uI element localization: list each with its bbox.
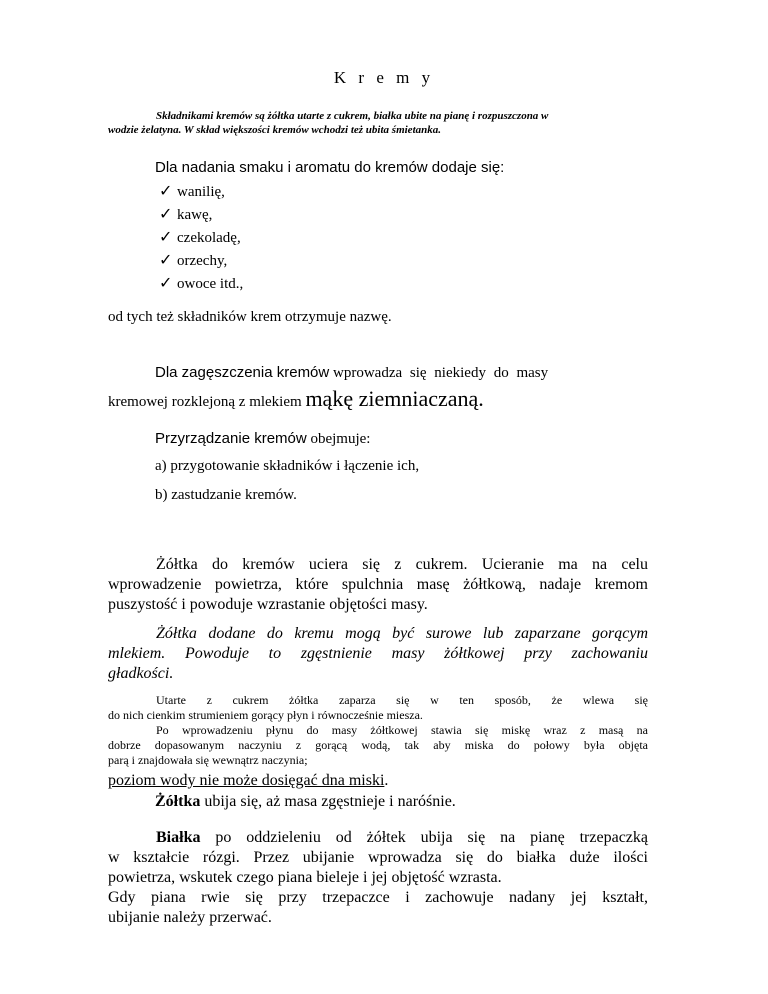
- preparation-step-b: b) zastudzanie kremów.: [155, 487, 297, 503]
- checkmark-icon: ✓: [159, 181, 173, 200]
- water-warning-end: .: [384, 772, 389, 789]
- checkmark-icon: ✓: [159, 273, 173, 292]
- list-item: [159, 249, 243, 272]
- whites-line-1: [108, 828, 648, 848]
- intro-line-1: Składnikami kremów są żółtka utarte z cukrem, białka ubite na pianę i rozpuszczona w: [156, 110, 549, 122]
- water-warning-text: poziom wody nie może dosięgać dna miski: [108, 772, 385, 789]
- thickening-lead: Dla zagęszczenia kremów: [155, 364, 330, 381]
- yolks-p1-line-2: wprowadzenie powietrza, które spulchnia masę żółtkową, nadaje kremom: [108, 576, 648, 593]
- page-title: K r e m y: [333, 68, 435, 87]
- thickening-line-2-text: kremowej rozklejoną z mlekiem: [108, 394, 302, 410]
- yolks-p2-line-2: mlekiem. Powoduje to zgęstnienie masy żółtkowej przy zachowaniu: [108, 645, 648, 662]
- whites-line-3: powietrza, wskutek czego piana bieleje i jej objętość wzrasta.: [108, 869, 502, 886]
- yolks-p2-line-1: Żółtka dodane do kremu mogą być surowe lub zaparzane gorącym: [156, 625, 648, 642]
- flavor-heading: Dla nadania smaku i aromatu do kremów dodaje się:: [155, 159, 505, 176]
- water-warning: [108, 772, 388, 790]
- preparation-heading: [155, 430, 370, 448]
- intro-line-2: wodzie żelatyna. W skład większości kremów wchodzi też ubita śmietanka.: [108, 124, 441, 136]
- list-item: [159, 226, 243, 249]
- whites-line-5: ubijanie należy przerwać.: [108, 909, 272, 926]
- yolks-s2-line-2: dobrze dopasowanym naczyniu z gorącą wodą, tak aby miska do połowy była objęta: [108, 738, 648, 752]
- yolks-beat-line: [155, 793, 456, 811]
- intro-paragraph: [108, 109, 648, 137]
- preparation-lead: Przyrządzanie kremów: [155, 430, 307, 447]
- yolks-p1-line-1: Żółtka do kremów uciera się z cukrem. Ucieranie ma na celu: [156, 556, 648, 573]
- yolks-beat-bold: Żółtka: [155, 793, 201, 810]
- thickening-line-2: [108, 386, 484, 412]
- preparation-lead-rest: obejmuje:: [310, 431, 371, 447]
- whites-line-2: w kształcie rózgi. Przez ubijanie wprowadza się do białka duże ilości: [108, 849, 648, 866]
- thickening-line-1: [155, 364, 548, 382]
- whites-bold: Białka: [156, 829, 201, 846]
- yolks-bath-paragraph: [108, 723, 648, 768]
- list-item-label: wanilię,: [177, 184, 225, 200]
- yolks-s2-line-3: parą i znajdowała się wewnątrz naczynia;: [108, 753, 308, 767]
- yolks-s1-line-1: Utarte z cukrem żółtka zaparza się w ten sposób, że wlewa się: [156, 693, 648, 707]
- yolks-p1-line-3: puszystość i powoduje wzrastanie objętości masy.: [108, 596, 428, 613]
- list-item-label: kawę,: [177, 207, 213, 223]
- yolks-paragraph-1: [108, 555, 648, 615]
- yolks-paragraph-2: [108, 624, 648, 684]
- list-item-label: czekoladę,: [177, 230, 241, 246]
- thickening-lead-rest: wprowadza się niekiedy do masy: [333, 365, 549, 381]
- preparation-step-a: a) przygotowanie składników i łączenie ich,: [155, 458, 420, 474]
- list-item-label: orzechy,: [177, 253, 228, 269]
- whites-line-4: Gdy piana rwie się przy trzepaczce i zachowuje nadany jej kształt,: [108, 889, 648, 906]
- yolks-s2-line-1: Po wprowadzeniu płynu do masy żółtkowej stawia się miskę wraz z masą na: [156, 723, 648, 737]
- whites-line-1-rest: po oddzieleniu od żółtek ubija się na pianę trzepaczką: [200, 829, 648, 846]
- checkmark-icon: ✓: [159, 227, 173, 246]
- list-item: [159, 203, 243, 226]
- checkmark-icon: ✓: [159, 204, 173, 223]
- yolks-p2-line-3: gładkości.: [108, 665, 174, 682]
- flavor-list: [159, 180, 243, 295]
- checkmark-icon: ✓: [159, 250, 173, 269]
- list-item-label: owoce itd.,: [177, 276, 244, 292]
- yolks-beat-rest: ubija się, aż masa zgęstnieje i naróśnie.: [200, 793, 456, 810]
- flavor-after-text: od tych też składników krem otrzymuje nazwę.: [108, 309, 392, 325]
- list-item: [159, 180, 243, 203]
- yolks-scald-paragraph: [108, 693, 648, 723]
- thickening-highlight: mąkę ziemniaczaną.: [305, 386, 484, 411]
- list-item: [159, 272, 243, 295]
- whites-paragraph: [108, 828, 648, 928]
- yolks-s1-line-2: do nich cienkim strumieniem gorący płyn i równocześnie miesza.: [108, 708, 423, 722]
